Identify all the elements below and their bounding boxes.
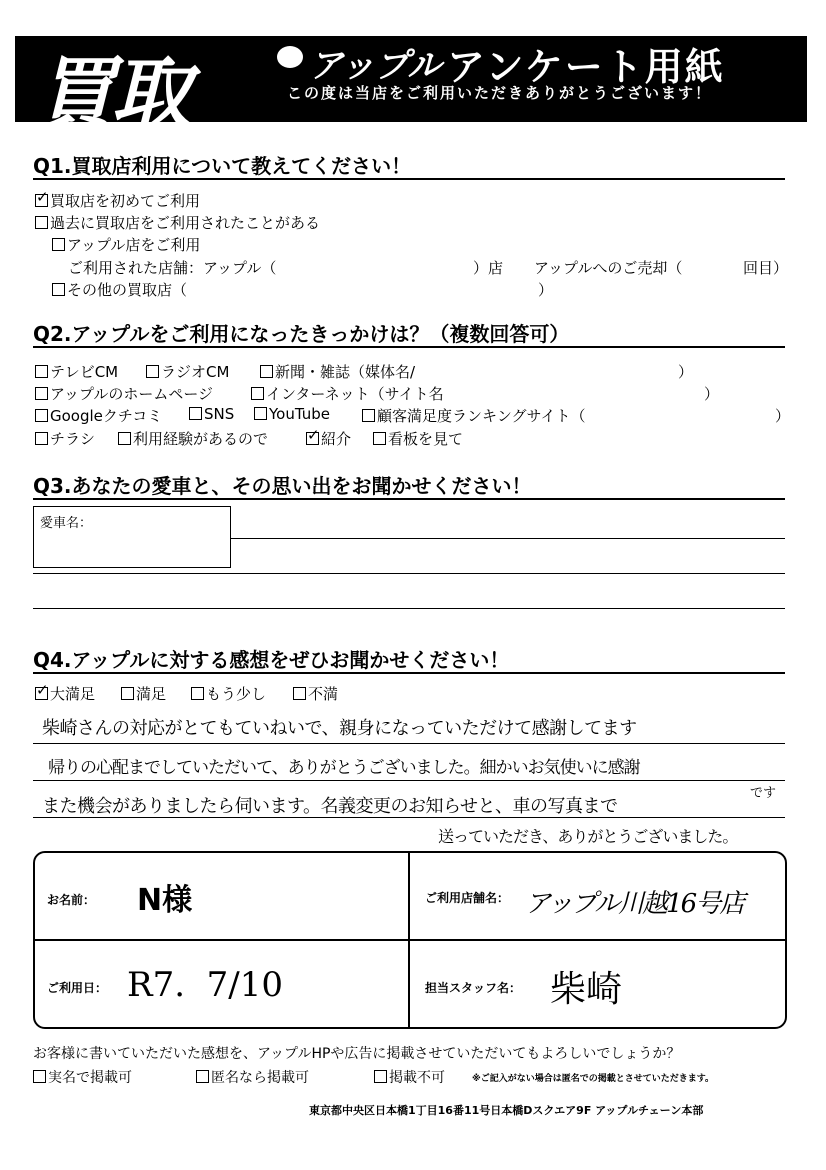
checkbox-icon[interactable] [260, 365, 273, 378]
checkbox-icon[interactable] [374, 1070, 387, 1083]
checkbox-icon[interactable] [118, 432, 131, 445]
q4-very-satisfied[interactable]: ✓大満足 [35, 683, 95, 704]
q2-news-close: ） [678, 363, 694, 381]
q2-heading: Q2.アップルをご利用になったきっかけは？（複数回答可） [33, 322, 570, 346]
q2-signboard[interactable]: 看板を見て [373, 428, 463, 449]
staff-value[interactable]: 柴崎 [550, 969, 623, 1010]
checkbox-icon[interactable] [35, 365, 48, 378]
q2-radio[interactable]: ラジオCM [146, 361, 229, 382]
checkbox-icon[interactable] [52, 238, 65, 251]
comment-line-2b: です [750, 786, 777, 801]
q1-sale-count-label: アップルへのご売却（ [534, 259, 683, 277]
q1-past[interactable]: 過去に買取店をご利用されたことがある [35, 212, 320, 233]
q2-flyer[interactable]: チラシ [35, 428, 95, 449]
q4-almost[interactable]: もう少し [191, 683, 266, 704]
q2-youtube[interactable]: YouTube [254, 405, 330, 423]
q3-line-2 [33, 573, 785, 574]
q1-first-time[interactable]: ✓買取店を初めてご利用 [35, 190, 200, 211]
publish-anonymous[interactable]: 匿名なら掲載可 [196, 1067, 309, 1087]
checkbox-icon[interactable] [146, 365, 159, 378]
date-value[interactable]: R7. 7/10 [127, 965, 284, 1005]
q1-times: 回目） [743, 259, 789, 277]
name-value[interactable]: N様 [137, 883, 193, 918]
car-name-box[interactable] [33, 506, 231, 568]
q2-ranking[interactable]: 顧客満足度ランキングサイト（ [362, 405, 586, 426]
q1-store-suffix: ）店 [473, 259, 504, 277]
q1-other[interactable]: その他の買取店（ [52, 279, 187, 300]
checkbox-icon[interactable] [121, 687, 134, 700]
thanks-message: この度は当店をご利用いただきありがとうございます！ [287, 84, 713, 102]
q4-unsatisfied[interactable]: 不満 [293, 683, 338, 704]
checkbox-checked-icon[interactable] [306, 432, 319, 445]
q2-news[interactable]: 新聞・雑誌（媒体名/ [260, 361, 415, 382]
q4-line-1 [33, 743, 785, 744]
publish-question: お客様に書いていただいた感想を、アップルHPや広告に掲載させていただいてもよろしいでしょうか？ [33, 1046, 681, 1062]
q3-rule [33, 498, 785, 500]
q2-referral[interactable]: ✓ 紹介 [306, 428, 351, 449]
customer-info-box [33, 851, 787, 1029]
comment-line-4: 送っていただき、ありがとうございました。 [438, 827, 738, 846]
checkbox-checked-icon[interactable] [35, 194, 48, 207]
q1-apple[interactable]: アップル店をご利用 [52, 234, 200, 255]
kaitori-logo: 買取 [35, 48, 187, 141]
checkbox-icon[interactable] [52, 283, 65, 296]
checkbox-icon[interactable] [35, 409, 48, 422]
q4-satisfied[interactable]: 満足 [121, 683, 166, 704]
q2-internet[interactable]: インターネット（サイト名 [251, 383, 444, 404]
checkbox-icon[interactable] [251, 387, 264, 400]
checkbox-icon[interactable] [191, 687, 204, 700]
checkbox-icon[interactable] [35, 216, 48, 229]
car-name-label: 愛車名： [40, 516, 93, 531]
q4-line-2 [33, 780, 785, 781]
q2-homepage[interactable]: アップルのホームページ [35, 383, 213, 404]
checkbox-checked-icon[interactable] [35, 687, 48, 700]
checkbox-icon[interactable] [33, 1070, 46, 1083]
comment-line-1: 柴崎さんの対応がとてもていねいで、親身になっていただけて感謝してます [42, 718, 637, 739]
q2-google[interactable]: Googleクチコミ [35, 405, 162, 426]
checkbox-icon[interactable] [373, 432, 386, 445]
brand-name: アップル [309, 46, 442, 86]
publish-realname[interactable]: 実名で掲載可 [33, 1067, 132, 1087]
checkbox-icon[interactable] [35, 387, 48, 400]
checkbox-icon[interactable] [362, 409, 375, 422]
q2-sns[interactable]: SNS [189, 405, 234, 423]
checkbox-icon[interactable] [196, 1070, 209, 1083]
checkbox-icon[interactable] [254, 407, 267, 420]
comment-line-2: 帰りの心配までしていただいて、ありがとうございました。細かいお気使いに感謝 [48, 758, 640, 778]
q4-heading: Q4.アップルに対する感想をぜひお聞かせください！ [33, 648, 510, 672]
checkbox-icon[interactable] [189, 407, 202, 420]
q1-rule [33, 178, 785, 180]
apple-logo-icon [277, 46, 303, 68]
q3-line-3 [33, 608, 785, 609]
q1-other-close: ） [538, 281, 554, 299]
q2-experience[interactable]: 利用経験があるので [118, 428, 268, 449]
checkbox-icon[interactable] [35, 432, 48, 445]
company-address: 東京都中央区日本橋1丁目16番11号日本橋Dスクエア9F アップルチェーン本部 [309, 1104, 704, 1117]
q2-internet-close: ） [704, 385, 720, 403]
store-label: ご利用店舗名： [425, 891, 510, 905]
q1-store-used-label: ご利用された店舗：アップル（ [68, 259, 277, 277]
publish-note: ※ご記入がない場合は匿名での掲載とさせていただきます。 [472, 1074, 715, 1084]
info-divider-horizontal [35, 939, 785, 941]
q2-tv[interactable]: テレビCM [35, 361, 118, 382]
q1-heading: Q1.買取店利用について教えてください！ [33, 154, 412, 178]
q3-line-1 [231, 538, 785, 539]
date-label: ご利用日： [47, 981, 108, 995]
q2-ranking-close: ） [775, 407, 791, 425]
q4-rule [33, 672, 785, 674]
store-value[interactable]: アップル川越16号店 [525, 889, 744, 919]
q3-heading: Q3.あなたの愛車と、その思い出をお聞かせください！ [33, 474, 532, 498]
form-title: アンケート用紙 [447, 45, 725, 89]
checkbox-icon[interactable] [293, 687, 306, 700]
name-label: お名前： [47, 893, 96, 907]
header-banner [15, 36, 807, 141]
staff-label: 担当スタッフ名： [425, 981, 522, 995]
comment-line-3: また機会がありましたら伺います。名義変更のお知らせと、車の写真まで [42, 796, 618, 817]
publish-no[interactable]: 掲載不可 [374, 1067, 445, 1087]
q2-rule [33, 346, 785, 348]
